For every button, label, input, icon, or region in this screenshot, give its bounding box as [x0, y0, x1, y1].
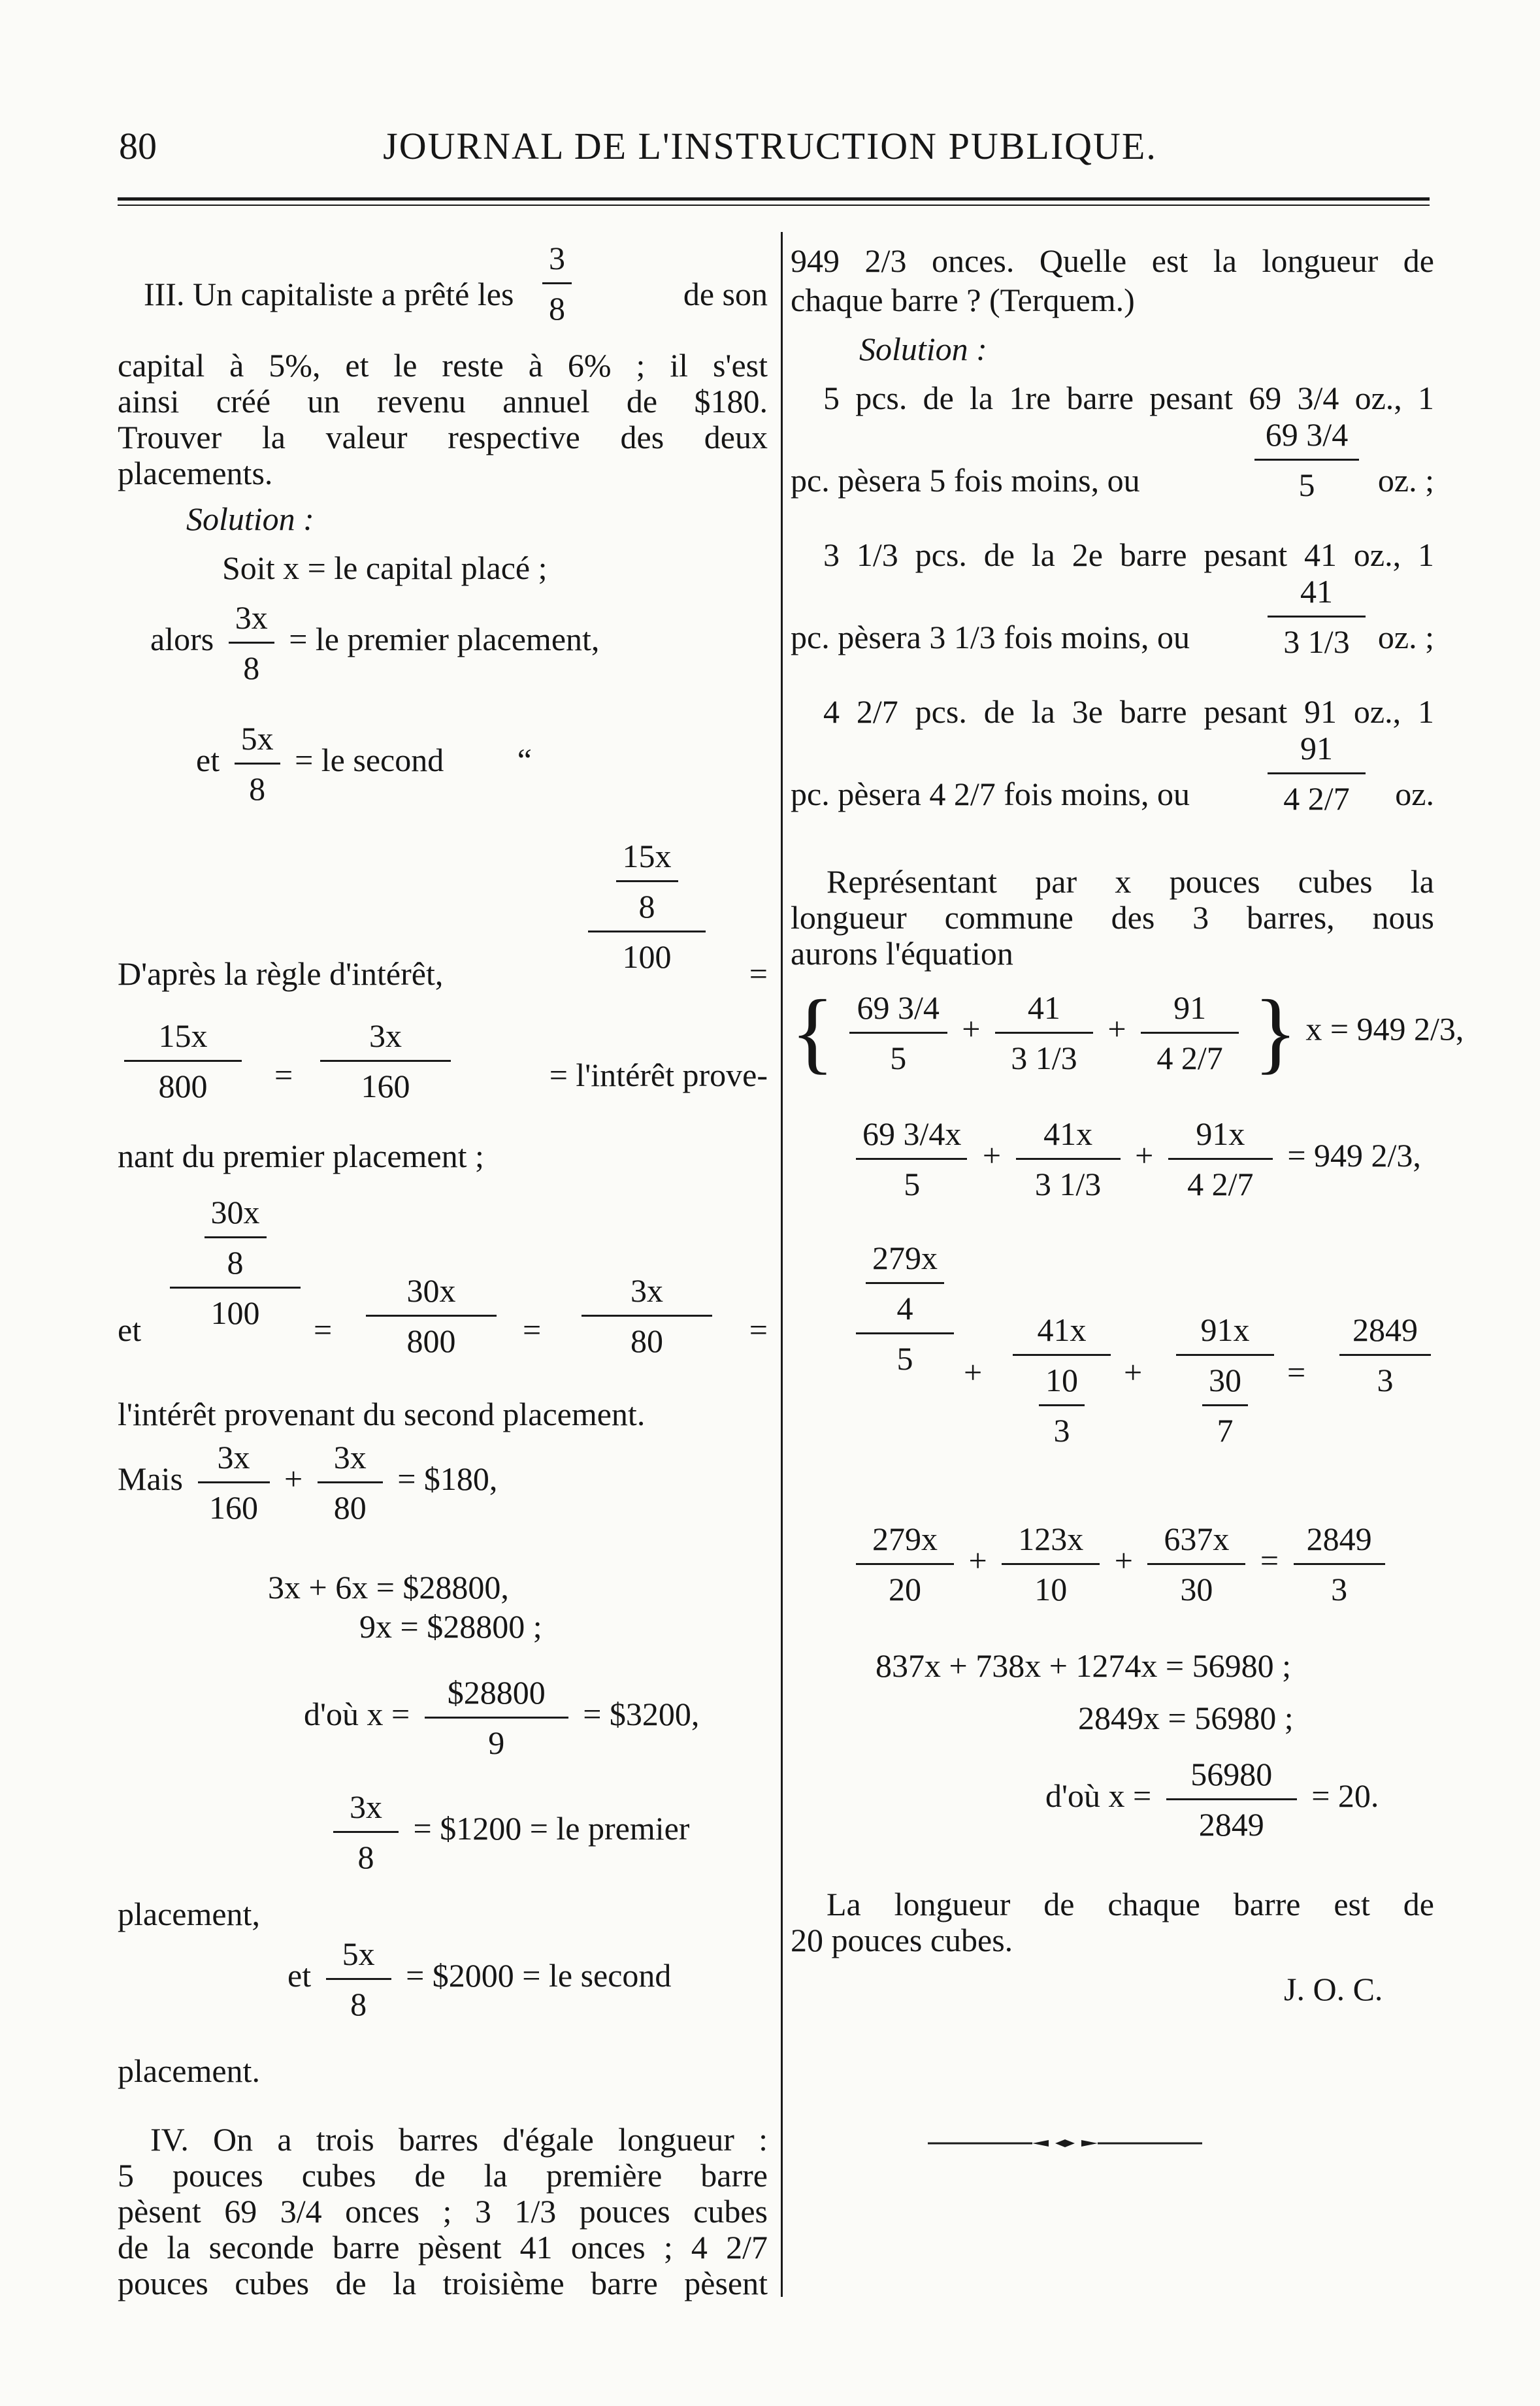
interet-1-line-2: nant du premier placement ;	[118, 1138, 484, 1174]
equation-simplified: $\frac{279x}{20}$ + $\frac{123x}{10}$ + $\frac{637x}{30}$ = $\frac{2849}{3}$	[849, 1523, 1392, 1606]
sum-line: 837x + 738x + 1274x = 56980 ;	[876, 1647, 1291, 1684]
bar-1-line-b: pc. pèsera 5 fois moins, ou 69 3/4 5 oz. ;	[791, 416, 1434, 503]
premier-placement-equation: $\frac{3x}{8}$ = $1200 = le premier	[327, 1790, 768, 1873]
problem-3-line-4: Trouver la valeur respective des deux	[118, 419, 768, 455]
journal-title: JOURNAL DE L'INSTRUCTION PUBLIQUE.	[383, 125, 1157, 167]
problem-4-line-4: de la seconde barre pèsent 41 onces ; 4 2/7	[118, 2229, 768, 2266]
problem-3-line-5: placements.	[118, 455, 273, 491]
representant-line-1: Représentant par x pouces cubes la	[827, 863, 1434, 900]
solution-heading-right: Solution :	[859, 331, 987, 367]
eq-28800-a: 3x + 6x = $28800,	[268, 1569, 509, 1606]
bar-3-line-b: pc. pèsera 4 2/7 fois moins, ou 91 4 2/7 oz.	[791, 730, 1434, 817]
solution-heading-left: Solution :	[186, 501, 314, 537]
mais-equation: Mais $\frac{3x}{160}$ + $\frac{3x}{80}$ = $180,	[118, 1439, 498, 1526]
et-equation: et $\frac{5x}{8}$ = le second “	[196, 720, 532, 807]
right-line-1: 949 2/3 onces. Quelle est la longueur de	[791, 242, 1434, 279]
header-rule-thin	[118, 205, 1430, 206]
representant-line-3: aurons l'équation	[791, 935, 1013, 972]
bar-1-line-a: 5 pcs. de la 1re barre pesant 69 3/4 oz., 1	[823, 380, 1434, 416]
eq-28800-b: 9x = $28800 ;	[359, 1608, 542, 1645]
conclusion-line-1: La longueur de chaque barre est de	[827, 1886, 1434, 1922]
problem-3-line-2: capital à 5%, et le reste à 6% ; il s'est	[118, 347, 768, 384]
right-line-2: chaque barre ? (Terquem.)	[791, 282, 1135, 318]
column-divider	[781, 232, 783, 2297]
problem-4-line-3: pèsent 69 3/4 onces ; 3 1/3 pouces cubes	[118, 2193, 768, 2230]
dapres-equation: D'après la règle d'intérêt, $\frac{15x}{8}$ 100 =	[118, 838, 768, 992]
alors-equation: alors $\frac{3x}{8}$ = le premier placement,	[150, 599, 600, 686]
fraction-3-8: 3 8	[542, 242, 572, 325]
running-header	[0, 124, 1540, 176]
dou-3200-equation: d'où x = $\frac{\$28800}{9}$ = $3200,	[304, 1674, 700, 1761]
interet-2-line: l'intérêt provenant du second placement.	[118, 1396, 646, 1432]
bar-2-line-a: 3 1/3 pcs. de la 2e barre pesant 41 oz., 1	[823, 536, 1434, 573]
conclusion-line-2: 20 pouces cubes.	[791, 1922, 1013, 1958]
second-placement-equation: et $\frac{5x}{8}$ = $2000 = le second	[287, 1936, 672, 2022]
interet-2-equation: et $\frac{30x}{8}$ 100 = 30x 800 = 3x 80 =	[118, 1194, 768, 1359]
representant-line-2: longueur commune des 3 barres, nous	[791, 899, 1434, 936]
page-number: 80	[119, 125, 157, 167]
equation-x-terms: $\frac{69 3/4x}{5}$ + $\frac{41x}{3 1/3}$ + $\frac{91x}{4 2/7}$ = 949 2/3,	[849, 1117, 1421, 1200]
placement-word-2: placement.	[118, 2052, 260, 2089]
equation-compound-fractions: $\frac{279x}{4}$ 5 + 41x $\frac{10}{3}$ + 91x $\frac{30}{7}$ = 2849 3	[849, 1242, 1434, 1503]
bar-2-line-b: pc. pèsera 3 1/3 fois moins, ou 41 3 1/3 oz. ;	[791, 573, 1434, 660]
placement-word: placement,	[118, 1896, 260, 1932]
x2849-line: 2849x = 56980 ;	[1078, 1700, 1294, 1736]
soit-line: Soit x = le capital placé ;	[222, 550, 548, 586]
problem-4-line-5: pouces cubes de la troisième barre pèsent	[118, 2265, 768, 2301]
signature: J. O. C.	[1284, 1971, 1383, 2007]
problem-4-line-2: 5 pouces cubes de la première barre	[118, 2157, 768, 2194]
equation-braced: { $\frac{69 3/4}{5}$ + $\frac{41}{3 1/3}$ + $\frac{91}{4 2/7}$ } x = 949 2/3,	[791, 981, 1464, 1083]
problem-4-line-1: IV. On a trois barres d'égale longueur :	[150, 2121, 768, 2158]
bar-3-line-a: 4 2/7 pcs. de la 3e barre pesant 91 oz., 1	[823, 693, 1434, 730]
closing-ornament	[928, 2139, 1202, 2148]
dou-20-equation: d'où x = $\frac{56980}{2849}$ = 20.	[1045, 1756, 1379, 1843]
problem-3-line-3: ainsi créé un revenu annuel de $180.	[118, 383, 768, 420]
interet-1-equation: 15x 800 = 3x 160 = l'intérêt prove-	[118, 1019, 768, 1124]
header-rule	[118, 197, 1430, 201]
